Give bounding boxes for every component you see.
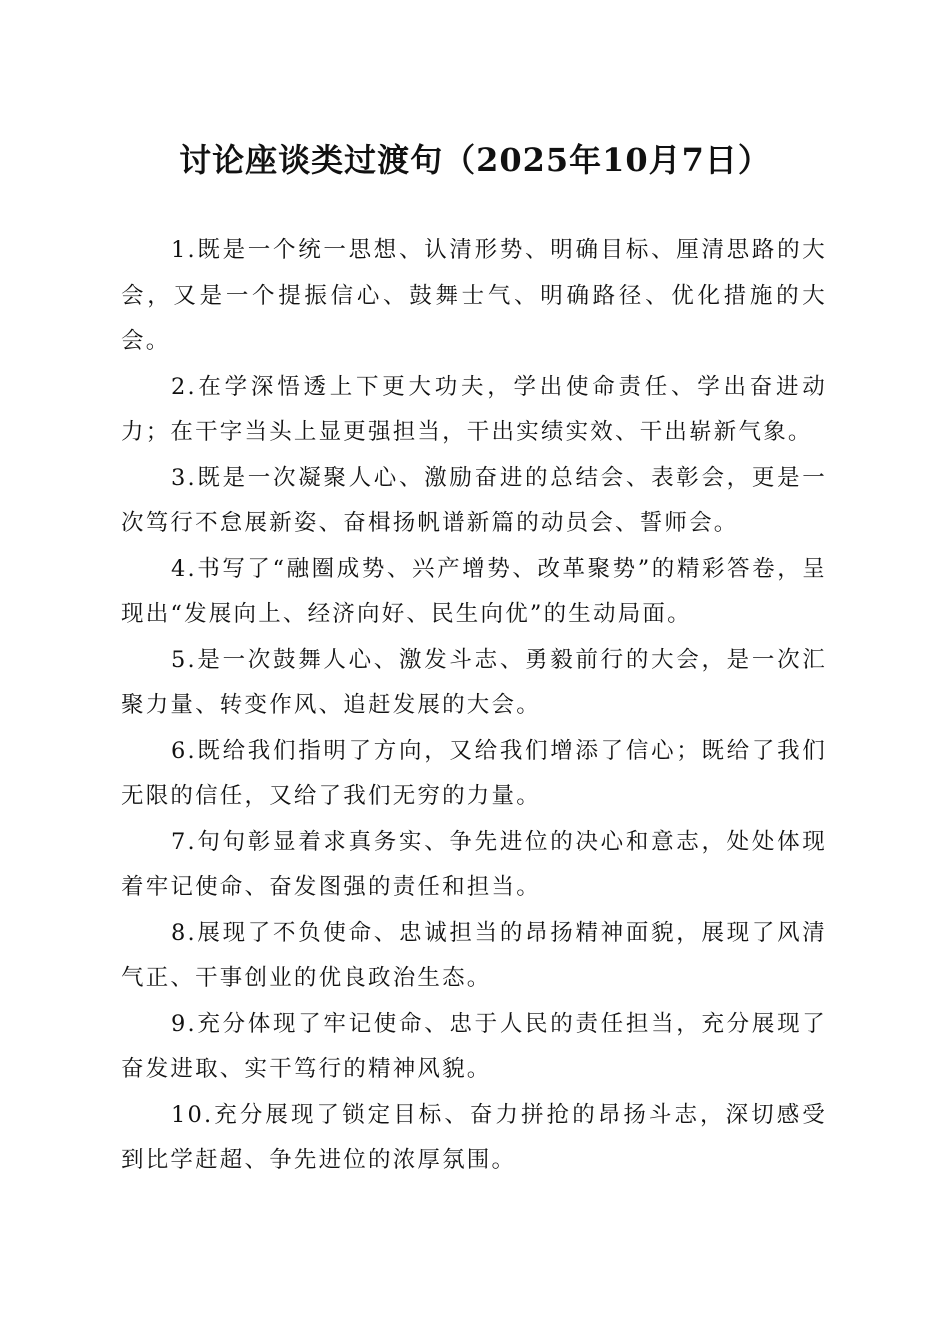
- paragraph-3: 3.既是一次凝聚人心、激励奋进的总结会、表彰会，更是一次笃行不怠展新姿、奋楫扬帆谱新篇的动员会、誓师会。: [121, 464, 827, 536]
- paragraph-6: 6.既给我们指明了方向，又给我们增添了信心；既给了我们无限的信任，又给了我们无穷的力量。: [121, 737, 827, 809]
- paragraph-4: 4.书写了“融圈成势、兴产增势、改革聚势”的精彩答卷，呈现出“发展向上、经济向好、民生向优”的生动局面。: [121, 555, 827, 627]
- paragraph-8: 8.展现了不负使命、忠诚担当的昂扬精神面貌，展现了风清气正、干事创业的优良政治生态。: [121, 919, 827, 991]
- paragraph-10: 10.充分展现了锁定目标、奋力拼抢的昂扬斗志，深切感受到比学赶超、争先进位的浓厚氛围。: [121, 1101, 827, 1173]
- document-body: [121, 228, 827, 1184]
- paragraph-1: 1.既是一个统一思想、认清形势、明确目标、厘清思路的大会，又是一个提振信心、鼓舞士气、明确路径、优化措施的大会。: [121, 237, 827, 354]
- paragraph-9: 9.充分体现了牢记使命、忠于人民的责任担当，充分展现了奋发进取、实干笃行的精神风貌。: [121, 1010, 827, 1082]
- paragraph-7: 7.句句彰显着求真务实、争先进位的决心和意志，处处体现着牢记使命、奋发图强的责任和担当。: [121, 828, 827, 900]
- paragraph-2: 2.在学深悟透上下更大功夫，学出使命责任、学出奋进动力；在干字当头上显更强担当，干出实绩实效、干出崭新气象。: [121, 373, 827, 445]
- paragraph-5: 5.是一次鼓舞人心、激发斗志、勇毅前行的大会，是一次汇聚力量、转变作风、追赶发展的大会。: [121, 646, 827, 718]
- document-title: 讨论座谈类过渡句（2025年10月7日）: [179, 141, 771, 179]
